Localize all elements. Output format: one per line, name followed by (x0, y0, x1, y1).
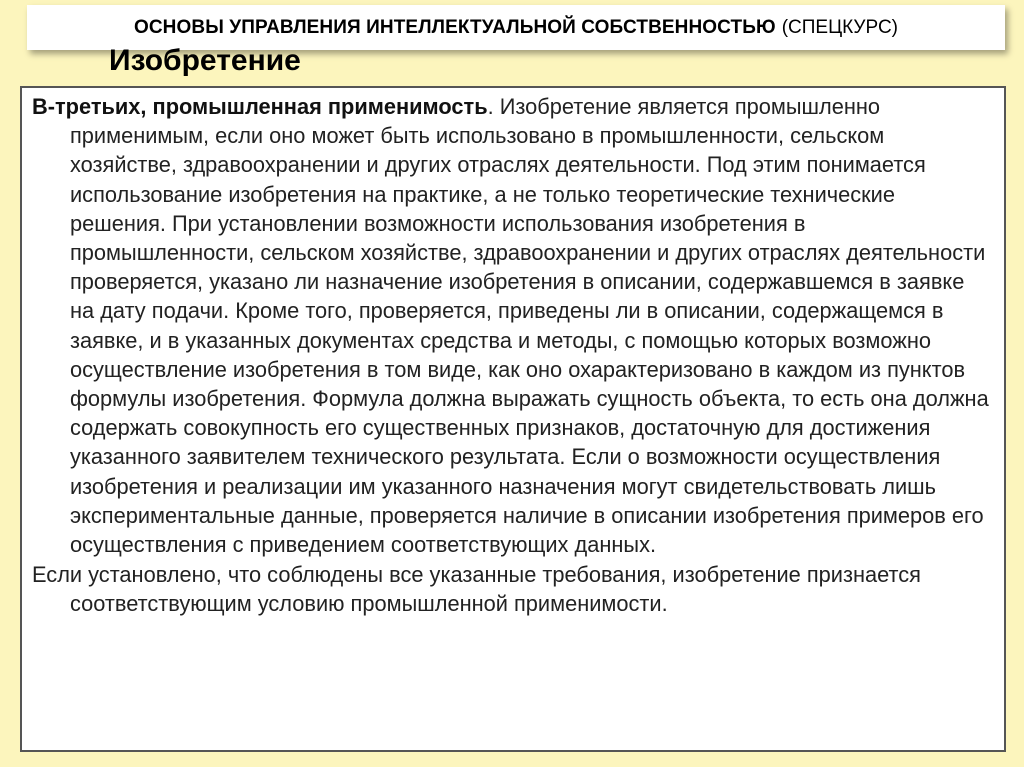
course-subtitle: (СПЕЦКУРС) (781, 16, 898, 38)
paragraph-industrial-applicability (32, 92, 994, 559)
course-title: ОСНОВЫ УПРАВЛЕНИЯ ИНТЕЛЛЕКТУАЛЬНОЙ СОБСТВЕННОСТЬЮ (133, 16, 776, 38)
paragraph-body: . Изобретение является промышленно применимым, если оно может быть использовано в промышленности, сельском хозяйстве, здравоохранении и других отраслях деятельности. Под этим понимается использование изобретения на практике, а не только теоретические технические решения. При установлении возможности использования изобретения в промышленности, сельском хозяйстве, здравоохранении и других отраслях деятельности проверяется, указано ли назначение изобретения в описании, содержавшемся в заявке на дату подачи. Кроме того, проверяется, приведены ли в описании, содержащемся в заявке, и в указанных документах средства и методы, с помощью которых возможно осуществление изобретения в том виде, как оно охарактеризовано в каждом из пунктов формулы изобретения. Формула должна выражать сущность объекта, то есть она должна содержать совокупность его существенных признаков, достаточную для достижения указанного заявителем технического результата. Если о возможности осуществления изобретения и реализации им указанного назначения могут свидетельствовать лишь экспериментальные данные, проверяется наличие в описании изобретения примеров его осуществления с приведением соответствующих данных. (70, 94, 989, 558)
paragraph-lead: В-третьих, промышленная применимость (32, 94, 488, 119)
paragraph-conclusion: Если установлено, что соблюдены все указанные требования, изобретение признается соответствующим условию промышленной применимости. (32, 562, 921, 617)
content-box (20, 86, 1006, 752)
slide-title: Изобретение (109, 44, 301, 77)
